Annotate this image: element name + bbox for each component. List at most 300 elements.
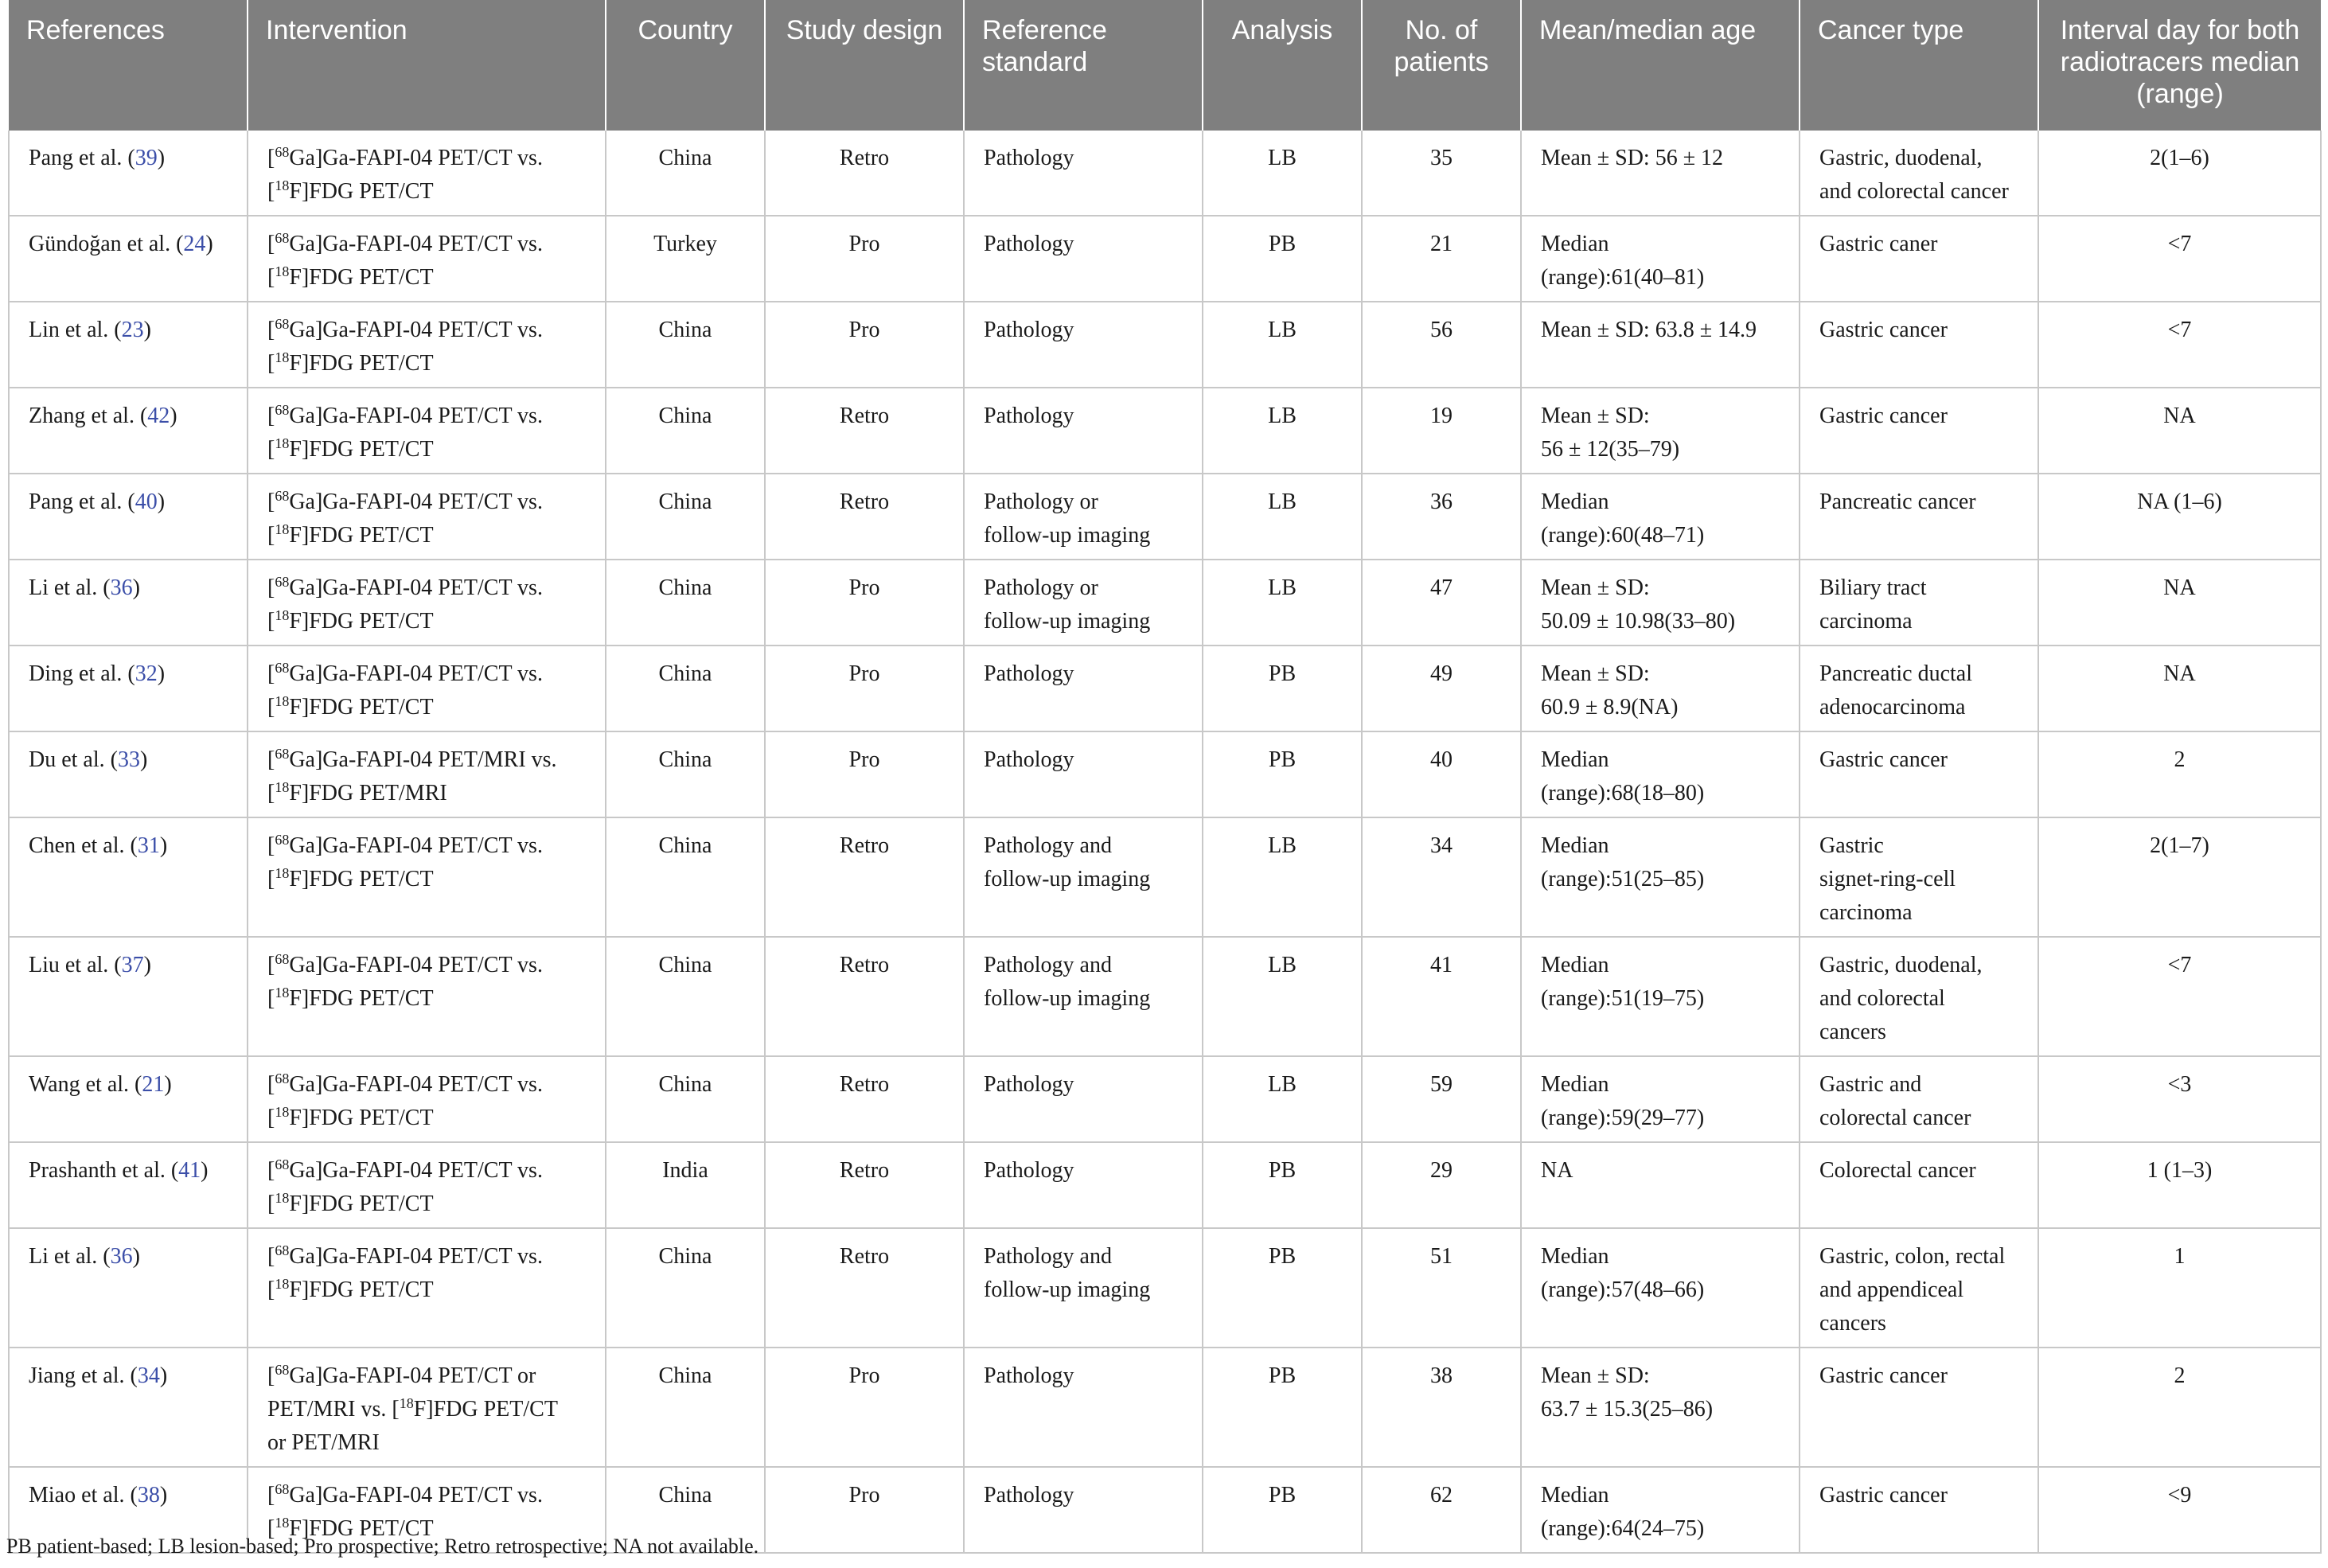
cell-line: Mean ± SD: xyxy=(1541,661,1650,686)
cell-country: China xyxy=(606,1348,765,1467)
isotope-ga: 68 xyxy=(275,832,290,848)
citation-link[interactable]: 36 xyxy=(110,1244,133,1269)
cell-line: Gastric caner xyxy=(1819,232,1938,256)
cell-line: follow-up imaging xyxy=(984,986,1151,1011)
cell-line: (range):57(48–66) xyxy=(1541,1277,1705,1302)
cell-reference-standard xyxy=(964,216,1203,302)
isotope-f: 18 xyxy=(275,435,290,451)
cell-analysis: PB xyxy=(1203,216,1362,302)
cell-cancer-type xyxy=(1800,388,2038,474)
table-row xyxy=(9,1142,2321,1228)
cell-cancer-type xyxy=(1800,1142,2038,1228)
cell-patients: 56 xyxy=(1362,302,1521,388)
cell-patients: 36 xyxy=(1362,474,1521,560)
cell-interval: <9 xyxy=(2038,1467,2321,1553)
citation-link[interactable]: 33 xyxy=(117,747,140,772)
table-row xyxy=(9,646,2321,731)
header-patients: No. of patients xyxy=(1362,0,1521,131)
cell-intervention: [$^{68}$Ga]Ga-FAPI-04 PET/CT vs. [$^{18}$F]FDG PET/CT xyxy=(248,1142,606,1228)
cell-analysis: LB xyxy=(1203,817,1362,937)
citation-link[interactable]: 42 xyxy=(147,404,170,428)
cell-study-design: Retro xyxy=(765,388,964,474)
cell-line: and colorectal xyxy=(1819,986,1945,1011)
cell-reference: Zhang et al. (42) xyxy=(9,388,248,474)
cell-reference-standard xyxy=(964,1348,1203,1467)
intervention-line-3: or PET/MRI xyxy=(267,1430,380,1455)
citation-link[interactable]: 38 xyxy=(137,1483,160,1508)
cell-interval: NA xyxy=(2038,646,2321,731)
cell-interval: 1 xyxy=(2038,1228,2321,1348)
cell-interval: <7 xyxy=(2038,216,2321,302)
intervention-line-1: Ga]Ga-FAPI-04 PET/CT vs. xyxy=(289,575,543,600)
cell-line: Gastric cancer xyxy=(1819,1483,1948,1508)
cell-line: 50.09 ± 10.98(33–80) xyxy=(1541,609,1736,634)
isotope-ga: 68 xyxy=(275,1156,290,1172)
cell-reference-standard xyxy=(964,474,1203,560)
intervention-line-1: Ga]Ga-FAPI-04 PET/CT vs. xyxy=(289,232,543,256)
cell-reference: Gündoğan et al. (24) xyxy=(9,216,248,302)
isotope-ga: 68 xyxy=(275,402,290,418)
table-body xyxy=(9,131,2321,1553)
cell-country: China xyxy=(606,1228,765,1348)
cell-line: Pathology xyxy=(984,1072,1074,1097)
study-characteristics-table xyxy=(8,0,2322,1554)
table-row xyxy=(9,560,2321,646)
cell-reference-standard xyxy=(964,131,1203,216)
cell-reference-standard xyxy=(964,560,1203,646)
cell-age xyxy=(1521,1467,1800,1553)
table-row xyxy=(9,216,2321,302)
cell-cancer-type xyxy=(1800,1056,2038,1142)
isotope-f: 18 xyxy=(275,1276,290,1292)
cell-line: Gastric and xyxy=(1819,1072,1922,1097)
citation-link[interactable]: 24 xyxy=(183,232,206,256)
cell-line: (range):51(25–85) xyxy=(1541,867,1705,891)
cell-analysis: PB xyxy=(1203,731,1362,817)
intervention-line-1: Ga]Ga-FAPI-04 PET/CT vs. xyxy=(289,1158,543,1183)
intervention-line-2: F]FDG PET/CT xyxy=(289,523,434,548)
citation-link[interactable]: 21 xyxy=(142,1072,165,1097)
isotope-ga: 68 xyxy=(275,144,290,160)
header-references: References xyxy=(9,0,248,131)
cell-line: Gastric xyxy=(1819,833,1884,858)
cell-reference: Lin et al. (23) xyxy=(9,302,248,388)
cell-study-design: Pro xyxy=(765,302,964,388)
cell-patients: 49 xyxy=(1362,646,1521,731)
cell-line: NA xyxy=(1541,1158,1573,1183)
author: Zhang et al. xyxy=(29,404,135,428)
cell-line: Gastric cancer xyxy=(1819,404,1948,428)
cell-interval: <7 xyxy=(2038,937,2321,1056)
cell-patients: 41 xyxy=(1362,937,1521,1056)
cell-line: adenocarcinoma xyxy=(1819,695,1966,720)
header-analysis: Analysis xyxy=(1203,0,1362,131)
intervention-line-1: Ga]Ga-FAPI-04 PET/CT vs. xyxy=(289,1072,543,1097)
cell-line: (range):64(24–75) xyxy=(1541,1516,1705,1541)
cell-interval: NA xyxy=(2038,388,2321,474)
cell-line: carcinoma xyxy=(1819,900,1913,925)
intervention-line-1: Ga]Ga-FAPI-04 PET/CT vs. xyxy=(289,404,543,428)
cell-reference: Pang et al. (39) xyxy=(9,131,248,216)
cell-analysis: PB xyxy=(1203,1348,1362,1467)
cell-country: China xyxy=(606,388,765,474)
cell-line: Median xyxy=(1541,833,1609,858)
cell-line: 60.9 ± 8.9(NA) xyxy=(1541,695,1679,720)
cell-reference-standard xyxy=(964,817,1203,937)
isotope-ga: 68 xyxy=(275,1362,290,1378)
cell-line: Pathology and xyxy=(984,1244,1112,1269)
cell-line: follow-up imaging xyxy=(984,609,1151,634)
author: Liu et al. xyxy=(29,953,109,977)
cell-line: Gastric, colon, rectal xyxy=(1819,1244,2006,1269)
cell-reference-standard xyxy=(964,937,1203,1056)
table-row xyxy=(9,1348,2321,1467)
intervention-line-2: F]FDG PET/CT xyxy=(289,1516,434,1541)
cell-country: India xyxy=(606,1142,765,1228)
cell-patients: 40 xyxy=(1362,731,1521,817)
cell-country: China xyxy=(606,646,765,731)
intervention-line-2: F]FDG PET/MRI xyxy=(289,781,447,805)
cell-intervention: [$^{68}$Ga]Ga-FAPI-04 PET/CT vs. [$^{18}$F]FDG PET/CT xyxy=(248,1056,606,1142)
cell-reference-standard xyxy=(964,1467,1203,1553)
header-interval: Interval day for both radiotracers median (range) xyxy=(2038,0,2321,131)
table-row xyxy=(9,1056,2321,1142)
citation-link[interactable]: 39 xyxy=(135,146,158,170)
table-row xyxy=(9,388,2321,474)
cell-line: cancers xyxy=(1819,1020,1886,1044)
cell-age xyxy=(1521,646,1800,731)
citation-link[interactable]: 36 xyxy=(110,575,133,600)
cell-line: Pathology xyxy=(984,232,1074,256)
cell-line: Median xyxy=(1541,747,1609,772)
cell-reference: Prashanth et al. (41) xyxy=(9,1142,248,1228)
cell-line: Pathology xyxy=(984,404,1074,428)
cell-intervention: [$^{68}$Ga]Ga-FAPI-04 PET/CT or PET/MRI vs. [$^{18}$F]FDG PET/CT or PET/MRI xyxy=(248,1348,606,1467)
cell-intervention: [$^{68}$Ga]Ga-FAPI-04 PET/CT vs. [$^{18}$F]FDG PET/CT xyxy=(248,131,606,216)
cell-line: Pathology xyxy=(984,747,1074,772)
intervention-line-1: Ga]Ga-FAPI-04 PET/CT vs. xyxy=(289,1483,543,1508)
cell-study-design: Retro xyxy=(765,937,964,1056)
cell-cancer-type xyxy=(1800,1348,2038,1467)
isotope-ga: 68 xyxy=(275,574,290,590)
cell-reference: Jiang et al. (34) xyxy=(9,1348,248,1467)
author: Gündoğan et al. xyxy=(29,232,171,256)
isotope-f: 18 xyxy=(275,349,290,365)
cell-line: Pancreatic ductal xyxy=(1819,661,1973,686)
cell-age xyxy=(1521,560,1800,646)
header-age: Mean/median age xyxy=(1521,0,1800,131)
cell-interval: NA xyxy=(2038,560,2321,646)
cell-patients: 29 xyxy=(1362,1142,1521,1228)
cell-line: Median xyxy=(1541,1483,1609,1508)
intervention-line-2: F]FDG PET/CT xyxy=(289,986,434,1011)
cell-country: China xyxy=(606,817,765,937)
intervention-line-1: Ga]Ga-FAPI-04 PET/CT vs. xyxy=(289,146,543,170)
intervention-line-2: F]FDG PET/CT xyxy=(289,1277,434,1302)
cell-line: Pathology xyxy=(984,661,1074,686)
isotope-ga: 68 xyxy=(275,1071,290,1086)
cell-patients: 21 xyxy=(1362,216,1521,302)
cell-line: signet-ring-cell xyxy=(1819,867,1956,891)
cell-line: Pathology and xyxy=(984,833,1112,858)
cell-study-design: Retro xyxy=(765,131,964,216)
table-container xyxy=(8,0,2320,1554)
cell-intervention: [$^{68}$Ga]Ga-FAPI-04 PET/MRI vs. [$^{18}$F]FDG PET/MRI xyxy=(248,731,606,817)
intervention-line-2: F]FDG PET/CT xyxy=(289,351,434,376)
cell-patients: 47 xyxy=(1362,560,1521,646)
cell-country: China xyxy=(606,1467,765,1553)
author: Miao et al. xyxy=(29,1483,125,1508)
cell-interval: 2 xyxy=(2038,731,2321,817)
isotope-f: 18 xyxy=(275,263,290,279)
cell-age xyxy=(1521,302,1800,388)
cell-country: China xyxy=(606,474,765,560)
cell-line: Pathology or xyxy=(984,490,1098,514)
citation-link[interactable]: 32 xyxy=(135,661,158,686)
author: Li et al. xyxy=(29,575,98,600)
citation-link[interactable]: 31 xyxy=(137,833,160,858)
cell-line: Gastric, duodenal, xyxy=(1819,146,1983,170)
intervention-line-1: Ga]Ga-FAPI-04 PET/CT or xyxy=(289,1363,536,1388)
citation-link[interactable]: 34 xyxy=(137,1363,160,1388)
citation-link[interactable]: 37 xyxy=(121,953,144,977)
cell-cancer-type xyxy=(1800,1228,2038,1348)
cell-analysis: LB xyxy=(1203,302,1362,388)
cell-line: Mean ± SD: 63.8 ± 14.9 xyxy=(1541,318,1757,342)
cell-study-design: Retro xyxy=(765,1056,964,1142)
cell-line: Mean ± SD: xyxy=(1541,575,1650,600)
cell-line: Mean ± SD: xyxy=(1541,1363,1650,1388)
cell-intervention: [$^{68}$Ga]Ga-FAPI-04 PET/CT vs. [$^{18}$F]FDG PET/CT xyxy=(248,817,606,937)
cell-interval: <7 xyxy=(2038,302,2321,388)
cell-age xyxy=(1521,1228,1800,1348)
cell-line: 63.7 ± 15.3(25–86) xyxy=(1541,1397,1714,1422)
isotope-f: 18 xyxy=(275,607,290,623)
cell-line: follow-up imaging xyxy=(984,1277,1151,1302)
cell-cancer-type xyxy=(1800,216,2038,302)
cell-reference: Chen et al. (31) xyxy=(9,817,248,937)
cell-country: China xyxy=(606,731,765,817)
cell-cancer-type xyxy=(1800,731,2038,817)
author: Ding et al. xyxy=(29,661,123,686)
intervention-line-1: Ga]Ga-FAPI-04 PET/CT vs. xyxy=(289,1244,543,1269)
cell-reference: Miao et al. (38) xyxy=(9,1467,248,1553)
cell-patients: 38 xyxy=(1362,1348,1521,1467)
cell-age xyxy=(1521,388,1800,474)
cell-line: Median xyxy=(1541,232,1609,256)
cell-intervention: [$^{68}$Ga]Ga-FAPI-04 PET/CT vs. [$^{18}$F]FDG PET/CT xyxy=(248,474,606,560)
cell-study-design: Pro xyxy=(765,1467,964,1553)
isotope-f: 18 xyxy=(275,693,290,709)
citation-link[interactable]: 41 xyxy=(178,1158,201,1183)
isotope-f: 18 xyxy=(275,779,290,795)
cell-analysis: LB xyxy=(1203,474,1362,560)
cell-analysis: PB xyxy=(1203,646,1362,731)
cell-interval: 2(1–7) xyxy=(2038,817,2321,937)
author: Pang et al. xyxy=(29,146,123,170)
cell-study-design: Retro xyxy=(765,1228,964,1348)
intervention-line-2: F]FDG PET/CT xyxy=(289,1106,434,1130)
cell-intervention: [$^{68}$Ga]Ga-FAPI-04 PET/CT vs. [$^{18}$F]FDG PET/CT xyxy=(248,1228,606,1348)
cell-intervention: [$^{68}$Ga]Ga-FAPI-04 PET/CT vs. [$^{18}$F]FDG PET/CT xyxy=(248,937,606,1056)
cell-line: 56 ± 12(35–79) xyxy=(1541,437,1680,462)
isotope-ga: 68 xyxy=(275,746,290,762)
cell-line: carcinoma xyxy=(1819,609,1913,634)
isotope-ga: 68 xyxy=(275,1242,290,1258)
cell-analysis: LB xyxy=(1203,560,1362,646)
cell-patients: 35 xyxy=(1362,131,1521,216)
cell-line: Biliary tract xyxy=(1819,575,1927,600)
cell-interval: 2(1–6) xyxy=(2038,131,2321,216)
cell-country: China xyxy=(606,1056,765,1142)
cell-analysis: PB xyxy=(1203,1228,1362,1348)
cell-patients: 34 xyxy=(1362,817,1521,937)
cell-patients: 62 xyxy=(1362,1467,1521,1553)
cell-intervention: [$^{68}$Ga]Ga-FAPI-04 PET/CT vs. [$^{18}$F]FDG PET/CT xyxy=(248,1467,606,1553)
intervention-line-2: F]FDG PET/CT xyxy=(289,437,434,462)
intervention-line-1: Ga]Ga-FAPI-04 PET/CT vs. xyxy=(289,661,543,686)
cell-age xyxy=(1521,937,1800,1056)
cell-reference: Pang et al. (40) xyxy=(9,474,248,560)
table-footnote: PB patient-based; LB lesion-based; Pro prospective; Retro retrospective; NA not available. xyxy=(6,1535,759,1558)
cell-study-design: Retro xyxy=(765,817,964,937)
cell-reference-standard xyxy=(964,302,1203,388)
cell-intervention: [$^{68}$Ga]Ga-FAPI-04 PET/CT vs. [$^{18}$F]FDG PET/CT xyxy=(248,560,606,646)
isotope-ga: 68 xyxy=(275,1481,290,1497)
cell-line: Mean ± SD: xyxy=(1541,404,1650,428)
cell-interval: 1 (1–3) xyxy=(2038,1142,2321,1228)
cell-line: follow-up imaging xyxy=(984,867,1151,891)
cell-study-design: Pro xyxy=(765,560,964,646)
cell-line: Pathology xyxy=(984,1158,1074,1183)
cell-intervention: [$^{68}$Ga]Ga-FAPI-04 PET/CT vs. [$^{18}$F]FDG PET/CT xyxy=(248,216,606,302)
intervention-line-2: F]FDG PET/CT xyxy=(289,179,434,204)
cell-country: China xyxy=(606,302,765,388)
cell-line: and appendiceal xyxy=(1819,1277,1964,1302)
cell-interval: 2 xyxy=(2038,1348,2321,1467)
table-row xyxy=(9,731,2321,817)
cell-line: Pathology xyxy=(984,1363,1074,1388)
cell-cancer-type xyxy=(1800,646,2038,731)
isotope-f: 18 xyxy=(275,1104,290,1120)
cell-reference: Ding et al. (32) xyxy=(9,646,248,731)
cell-line: Median xyxy=(1541,490,1609,514)
cell-line: and colorectal cancer xyxy=(1819,179,2009,204)
citation-link[interactable]: 23 xyxy=(121,318,144,342)
cell-reference: Li et al. (36) xyxy=(9,1228,248,1348)
cell-line: Median xyxy=(1541,1072,1609,1097)
cell-country: China xyxy=(606,560,765,646)
intervention-line-1: Ga]Ga-FAPI-04 PET/CT vs. xyxy=(289,833,543,858)
cell-patients: 59 xyxy=(1362,1056,1521,1142)
cell-line: Pathology or xyxy=(984,575,1098,600)
isotope-ga: 68 xyxy=(275,660,290,676)
cell-patients: 51 xyxy=(1362,1228,1521,1348)
author: Wang et al. xyxy=(29,1072,130,1097)
cell-reference-standard xyxy=(964,1056,1203,1142)
intervention-line-2: F]FDG PET/CT xyxy=(289,867,434,891)
table-row xyxy=(9,937,2321,1056)
cell-line: (range):60(48–71) xyxy=(1541,523,1705,548)
author: Chen et al. xyxy=(29,833,125,858)
isotope-ga: 68 xyxy=(275,316,290,332)
isotope-f: 18 xyxy=(275,521,290,537)
header-cancer-type: Cancer type xyxy=(1800,0,2038,131)
cell-analysis: LB xyxy=(1203,388,1362,474)
cell-cancer-type xyxy=(1800,302,2038,388)
intervention-line-2: F]FDG PET/CT xyxy=(289,695,434,720)
intervention-line-2: F]FDG PET/CT xyxy=(289,1192,434,1216)
author: Pang et al. xyxy=(29,490,123,514)
table-row xyxy=(9,131,2321,216)
header-reference-standard: Reference standard xyxy=(964,0,1203,131)
author: Prashanth et al. xyxy=(29,1158,166,1183)
table-row xyxy=(9,817,2321,937)
cell-country: China xyxy=(606,131,765,216)
header-country: Country xyxy=(606,0,765,131)
intervention-line-1: Ga]Ga-FAPI-04 PET/CT vs. xyxy=(289,318,543,342)
header-row xyxy=(9,0,2321,131)
cell-reference: Liu et al. (37) xyxy=(9,937,248,1056)
isotope-ga: 68 xyxy=(275,488,290,504)
cell-line: Pathology xyxy=(984,318,1074,342)
intervention-line-2-prefix: PET/MRI vs. [ xyxy=(267,1397,400,1422)
author: Lin et al. xyxy=(29,318,109,342)
cell-patients: 19 xyxy=(1362,388,1521,474)
isotope-f: 18 xyxy=(275,1515,290,1531)
table-row xyxy=(9,474,2321,560)
cell-cancer-type xyxy=(1800,817,2038,937)
cell-reference: Wang et al. (21) xyxy=(9,1056,248,1142)
isotope-ga: 68 xyxy=(275,951,290,967)
cell-study-design: Pro xyxy=(765,1348,964,1467)
cell-line: Colorectal cancer xyxy=(1819,1158,1976,1183)
cell-age xyxy=(1521,216,1800,302)
intervention-line-1: Ga]Ga-FAPI-04 PET/CT vs. xyxy=(289,953,543,977)
cell-line: (range):51(19–75) xyxy=(1541,986,1705,1011)
citation-link[interactable]: 40 xyxy=(135,490,158,514)
author: Li et al. xyxy=(29,1244,98,1269)
isotope-ga: 68 xyxy=(275,230,290,246)
isotope-f: 18 xyxy=(399,1395,414,1411)
cell-line: Pathology and xyxy=(984,953,1112,977)
cell-age xyxy=(1521,731,1800,817)
cell-line: colorectal cancer xyxy=(1819,1106,1971,1130)
cell-interval: <3 xyxy=(2038,1056,2321,1142)
cell-line: follow-up imaging xyxy=(984,523,1151,548)
cell-line: Median xyxy=(1541,1244,1609,1269)
cell-line: Pancreatic cancer xyxy=(1819,490,1976,514)
cell-line: Mean ± SD: 56 ± 12 xyxy=(1541,146,1724,170)
cell-line: Gastric cancer xyxy=(1819,1363,1948,1388)
cell-line: (range):59(29–77) xyxy=(1541,1106,1705,1130)
intervention-line-2: F]FDG PET/CT xyxy=(289,265,434,290)
intervention-line-2: F]FDG PET/CT xyxy=(289,609,434,634)
cell-cancer-type xyxy=(1800,1467,2038,1553)
cell-age xyxy=(1521,131,1800,216)
cell-cancer-type xyxy=(1800,131,2038,216)
cell-line: Gastric, duodenal, xyxy=(1819,953,1983,977)
header-intervention: Intervention xyxy=(248,0,606,131)
cell-analysis: LB xyxy=(1203,1056,1362,1142)
cell-line: cancers xyxy=(1819,1311,1886,1336)
isotope-f: 18 xyxy=(275,1190,290,1206)
cell-analysis: PB xyxy=(1203,1142,1362,1228)
intervention-line-1: Ga]Ga-FAPI-04 PET/MRI vs. xyxy=(289,747,557,772)
cell-reference: Du et al. (33) xyxy=(9,731,248,817)
cell-age xyxy=(1521,1056,1800,1142)
author: Du et al. xyxy=(29,747,105,772)
